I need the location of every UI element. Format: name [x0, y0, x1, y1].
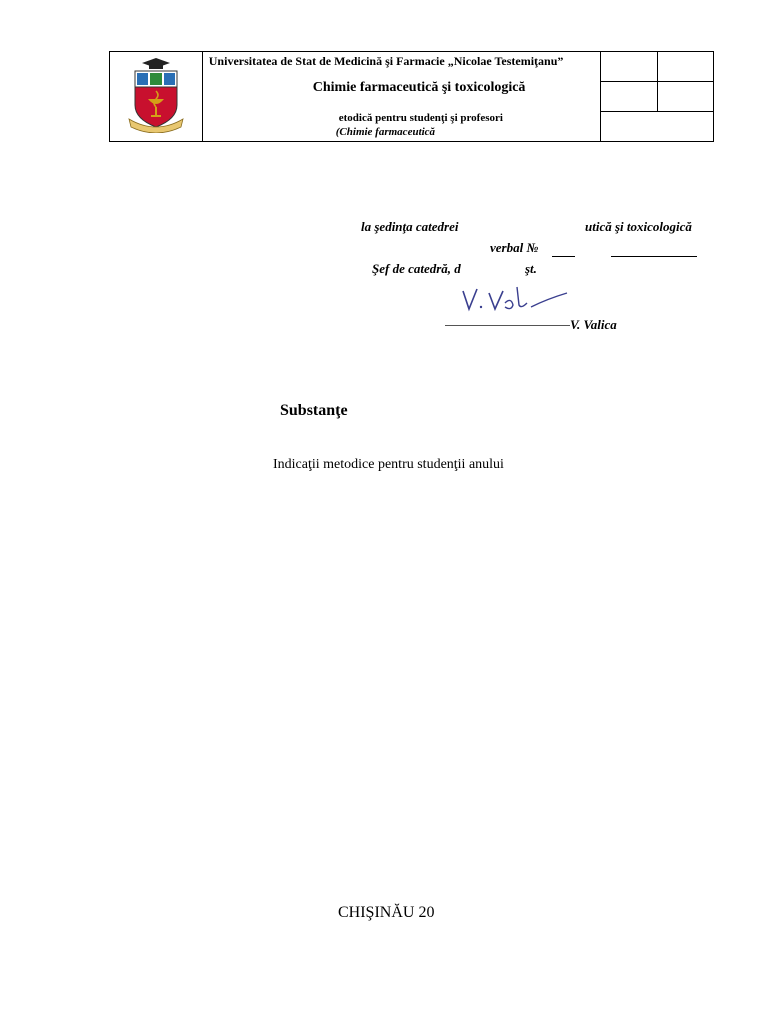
university-name: Universitatea de Stat de Medicină şi Farmacie „Nicolae Testemiţanu” [208, 54, 564, 68]
header-table [109, 51, 714, 142]
approval-line3-left: Şef de catedră, d [372, 261, 461, 276]
signer-name: V. Valica [570, 317, 617, 332]
document-title: Substanţe [280, 402, 348, 419]
header-cell-2 [657, 52, 713, 82]
method-line: etodică pentru studenţi şi profesori [338, 112, 503, 124]
header-cell-1 [601, 52, 657, 82]
approval-line1-right: utică şi toxicologică [585, 219, 692, 234]
approval-line1-left: la şedinţa catedrei [361, 219, 459, 234]
city-year: CHIŞINĂU 20 [338, 904, 435, 921]
handwritten-signature [455, 283, 575, 323]
approval-line3-right: şt. [525, 261, 537, 276]
logo-cell [110, 52, 203, 142]
university-crest-icon [127, 57, 185, 133]
signature-line [445, 325, 570, 326]
document-subtitle: Indicaţii metodice pentru studenţii anului [273, 457, 504, 472]
header-cell-4 [657, 82, 713, 112]
header-cell-5 [601, 112, 714, 142]
protocol-date-blank [611, 256, 697, 257]
department-name: Chimie farmaceutică şi toxicologică [312, 80, 526, 95]
protocol-number-blank [552, 256, 575, 257]
header-center-cell [202, 52, 600, 142]
sub-line: (Chimie farmaceutică [335, 126, 436, 138]
header-cell-3 [601, 82, 657, 112]
approval-line2: verbal № [490, 240, 539, 255]
